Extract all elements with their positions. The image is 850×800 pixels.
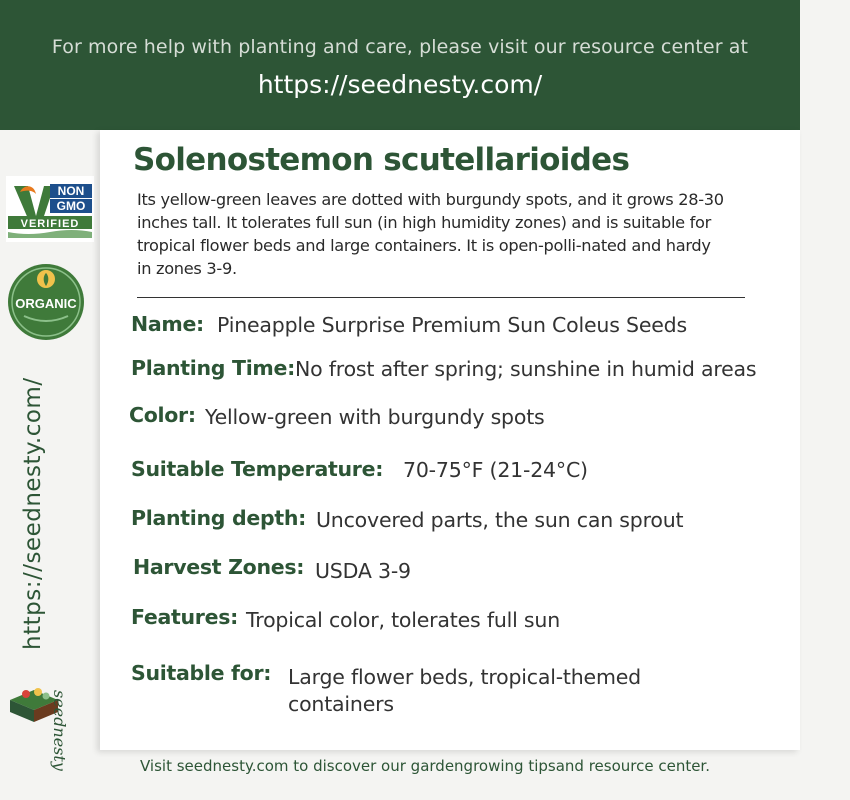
svg-text:seednesty: seednesty bbox=[50, 690, 69, 771]
banner-url-link[interactable]: https://seednesty.com/ bbox=[257, 70, 543, 99]
spec-value-suitable-for-line1: Large flower beds, tropical-themed bbox=[288, 665, 641, 689]
spec-value-features: Tropical color, tolerates full sun bbox=[246, 608, 561, 632]
footer-text: Visit seednesty.com to discover our gardengrowing tipsand resource center. bbox=[140, 757, 710, 775]
spec-label-planting-time: Planting Time: bbox=[131, 356, 295, 380]
organic-badge-icon bbox=[6, 262, 86, 342]
product-title: Solenostemon scutellarioides bbox=[133, 142, 630, 178]
spec-label-planting-depth: Planting depth: bbox=[131, 506, 307, 530]
spec-value-color: Yellow-green with burgundy spots bbox=[205, 405, 545, 429]
spec-label-harvest-zones: Harvest Zones: bbox=[133, 555, 305, 579]
spec-label-name: Name: bbox=[131, 312, 204, 336]
spec-value-planting-time: No frost after spring; sunshine in humid areas bbox=[295, 357, 757, 381]
svg-text:GMO: GMO bbox=[56, 199, 86, 213]
top-banner bbox=[0, 0, 800, 130]
svg-text:ORGANIC: ORGANIC bbox=[15, 296, 77, 311]
divider bbox=[137, 297, 745, 298]
spec-label-suitable-for: Suitable for: bbox=[131, 661, 272, 685]
spec-value-temperature: 70-75°F (21-24°C) bbox=[403, 458, 588, 482]
spec-label-features: Features: bbox=[131, 605, 239, 629]
sidebar-vertical-url[interactable]: https://seednesty.com/ bbox=[20, 377, 46, 650]
spec-value-planting-depth: Uncovered parts, the sun can sprout bbox=[316, 508, 684, 532]
banner-help-text: For more help with planting and care, please visit our resource center at bbox=[51, 36, 749, 58]
svg-text:NON: NON bbox=[57, 184, 85, 198]
spec-value-suitable-for-line2: containers bbox=[288, 692, 394, 716]
spec-label-color: Color: bbox=[129, 403, 196, 427]
spec-value-harvest-zones: USDA 3-9 bbox=[315, 559, 411, 583]
spec-label-temperature: Suitable Temperature: bbox=[131, 457, 384, 481]
non-gmo-verified-badge-icon bbox=[6, 176, 94, 242]
svg-text:VERIFIED: VERIFIED bbox=[20, 218, 80, 230]
product-description: Its yellow-green leaves are dotted with burgundy spots, and it grows 28-30 inches tall. It tolerates full sun (in high humidity zones) and is suitable for tropical flower beds and large containers. It is open-polli-nated and hardy in zones 3-9. bbox=[137, 190, 724, 278]
spec-value-name: Pineapple Surprise Premium Sun Coleus Seeds bbox=[217, 313, 687, 337]
seednesty-logo-icon bbox=[4, 660, 69, 771]
